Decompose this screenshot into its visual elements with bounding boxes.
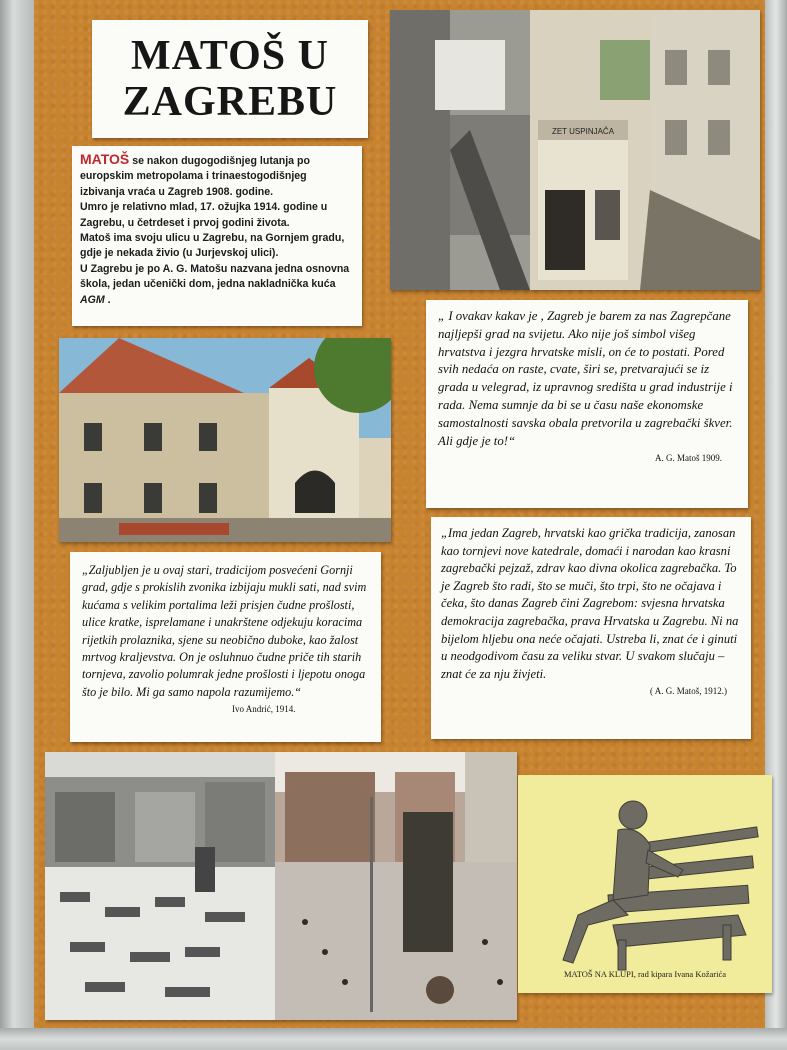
bio-p1: se nakon dugogodišnjeg lutanja po europskim metropolama i trinaestogodišnjeg izbivanja vraća u Zagreb 1908. godine. (80, 155, 310, 198)
title-line-2: ZAGREBU (122, 79, 338, 125)
title-line-1: MATOŠ U (131, 33, 329, 79)
quote1-signature: A. G. Matoš 1909. (655, 453, 722, 464)
bio-p4-em: AGM (80, 293, 105, 306)
quote1-text: „ I ovakav kakav je , Zagreb je barem za nas Zagrepčane najljepši grad na svijetu. Ako nije još simbol višeg hrvatstva i jezgra hrvatske misli, on će to postati. Pored svih nedaća on raste, cvate, širi se, pretvarajući se iz grada u velegrad, iz upravnog središta u grad industrije i rada. Nema sumnje da bi se u času naše ekonomske samostalnosti savska obala pretvorila u zagrebački škver. Ali gdje je to!“ (438, 309, 733, 448)
bio-p4: U Zagrebu je po A. G. Matošu nazvana jedna osnovna škola, jedan učenički dom, jedna nakladnička kuća (80, 262, 350, 291)
bio-lead: MATOŠ (80, 151, 130, 167)
quote2-signature: Ivo Andrić, 1914. (232, 704, 296, 715)
funicular-sign: ZET USPINJAČA (551, 127, 615, 136)
bio-p4-end: . (104, 293, 111, 306)
board-frame-left (0, 0, 34, 1050)
matos-quote-1912 (431, 517, 751, 739)
bio-p2: Umro je relativno mlad, 17. ožujka 1914. godine u Zagrebu, u četrdeset i prvoj godini života. (80, 201, 328, 229)
quote2-text: „Zaljubljen je u ovaj stari, tradicijom posvećeni Gornji grad, gdje s prokislih zvonika izbijaju mukli sati, nad svim kućama s velikim portalima leži prisjen čudne prošlosti, ulice kratke, isprelamane i unakrštene odjekuju koracima rijetkih prolaznika, sjene su neobično duboke, kao žalost mrtvog kraljevstva. On je osluhnuo čudne priče tih starih tornjeva, zavolio polumrak jedne prošlosti i ljepotu onoga što je bilo. Mi ga samo napola razumijemo.“ (82, 563, 367, 699)
board-frame-bottom (0, 1028, 787, 1050)
upper-town-photo (59, 338, 391, 542)
statue-card (518, 775, 772, 993)
bio-p3: Matoš ima svoju ulicu u Zagrebu, na Gornjem gradu, gdje je nekada živio (u Jurjevskoj ulici). (80, 232, 345, 260)
biography-text (72, 146, 362, 326)
matos-quote-1909 (426, 300, 748, 508)
andric-quote-1914 (70, 552, 381, 742)
funicular-photo (390, 10, 760, 290)
statue-caption: MATOŠ NA KLUPI, rad kipara Ivana Kožarića (563, 969, 726, 979)
poster-title (92, 20, 368, 138)
quote3-text: „Ima jedan Zagreb, hrvatski kao grička tradicija, zanosan kao tornjevi nove katedrale, domaći i narodan kao krasni zagrebački pejzaž, zdrav kao divna okolica zagrebačka. To je Zagreb što radi, što se muči, što trpi, što ne očajava i čeka, što danas Zagreb čini Zagrebom: svjesna hrvatska demokracija zagrebačka, prava Hrvatska u Zagrebu. Ni na bijelom hljebu ona neće očajati. Ustreba li, znat će i ginuti u neodgodivom času za veliku stvar. U svakom slučaju – znat će za nju živjeti. (441, 526, 739, 681)
main-square-photo (45, 752, 517, 1020)
cork-board (34, 0, 765, 1028)
matos-statue-image (518, 775, 772, 993)
quote3-signature: ( A. G. Matoš, 1912.) (650, 686, 727, 697)
